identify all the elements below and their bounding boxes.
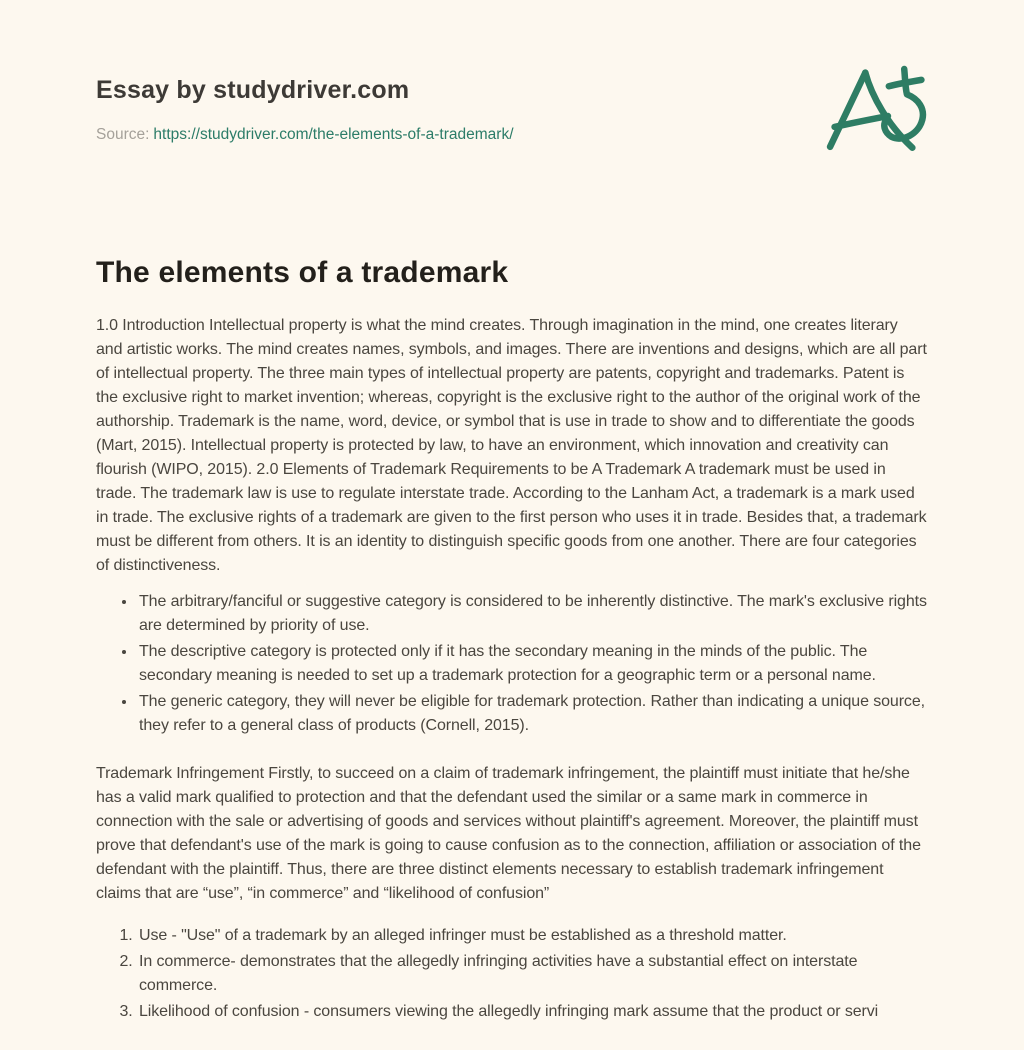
- source-label: Source:: [96, 126, 150, 143]
- list-item: • The descriptive category is protected only if it has the secondary meaning in the minds of the public. The secondary meaning is needed to set up a trademark protection for a geographic term or a personal name.: [137, 640, 928, 688]
- content-column: [96, 0, 928, 1024]
- studydriver-a-plus-logo-icon: [816, 60, 940, 164]
- paragraph-infringement: Trademark Infringement Firstly, to succeed on a claim of trademark infringement, the plaintiff must initiate that he/she has a valid mark qualified to protection and that the defendant used the similar or a same mark in commerce in connection with the sale or advertising of goods and services without plaintiff's agreement. Moreover, the plaintiff must prove that defendant's use of the mark is going to cause confusion as to the connection, affiliation or association of the defendant with the plaintiff. Thus, there are three distinct elements necessary to establish trademark infringement claims that are “use”, “in commerce” and “likelihood of confusion”: [96, 765, 921, 902]
- source-link[interactable]: https://studydriver.com/the-elements-of-a-trademark/: [153, 126, 514, 143]
- essay-byline: Essay by studydriver.com: [96, 76, 410, 104]
- logo-a-left-leg: [830, 73, 865, 147]
- infringement-elements-numbered-list: [96, 924, 928, 1024]
- distinctiveness-bullet-list: [96, 590, 928, 738]
- list-item: 1. Use - "Use" of a trademark by an alleged infringer must be established as a threshold matter.: [137, 924, 928, 948]
- source-row: [96, 126, 928, 144]
- paragraph-introduction: 1.0 Introduction Intellectual property is what the mind creates. Through imagination in the mind, one creates literary and artistic works. The mind creates names, symbols, and images. There are inventions and designs, which are all part of intellectual property. The three main types of intellectual property are patents, copyright and trademarks. Patent is the exclusive right to market invention; whereas, copyright is the exclusive right to the author of the original work of the authorship. Trademark is the name, word, device, or symbol that is use in trade to show and to differentiate the goods (Mart, 2015). Intellectual property is protected by law, to have an environment, which innovation and creativity can flourish (WIPO, 2015). 2.0 Elements of Trademark Requirements to be A Trademark A trademark must be used in trade. The trademark law is use to regulate interstate trade. According to the Lanham Act, a trademark is a mark used in trade. The exclusive rights of a trademark are given to the first person who uses it in trade. Besides that, a trademark must be different from others. It is an identity to distinguish specific goods from one another. There are four categories of distinctiveness.: [96, 317, 927, 574]
- list-item: • The generic category, they will never be eligible for trademark protection. Rather than indicating a unique source, they refer to a general class of products (Cornell, 2015).: [137, 690, 928, 738]
- list-item: 2. In commerce- demonstrates that the allegedly infringing activities have a substantial effect on interstate commerce.: [137, 950, 928, 998]
- list-item: • The arbitrary/fanciful or suggestive category is considered to be inherently distinctive. The mark's exclusive rights are determined by priority of use.: [137, 590, 928, 638]
- list-item: 3. Likelihood of confusion - consumers viewing the allegedly infringing mark assume that the product or servi: [137, 1000, 928, 1024]
- article-title: The elements of a trademark: [96, 256, 509, 289]
